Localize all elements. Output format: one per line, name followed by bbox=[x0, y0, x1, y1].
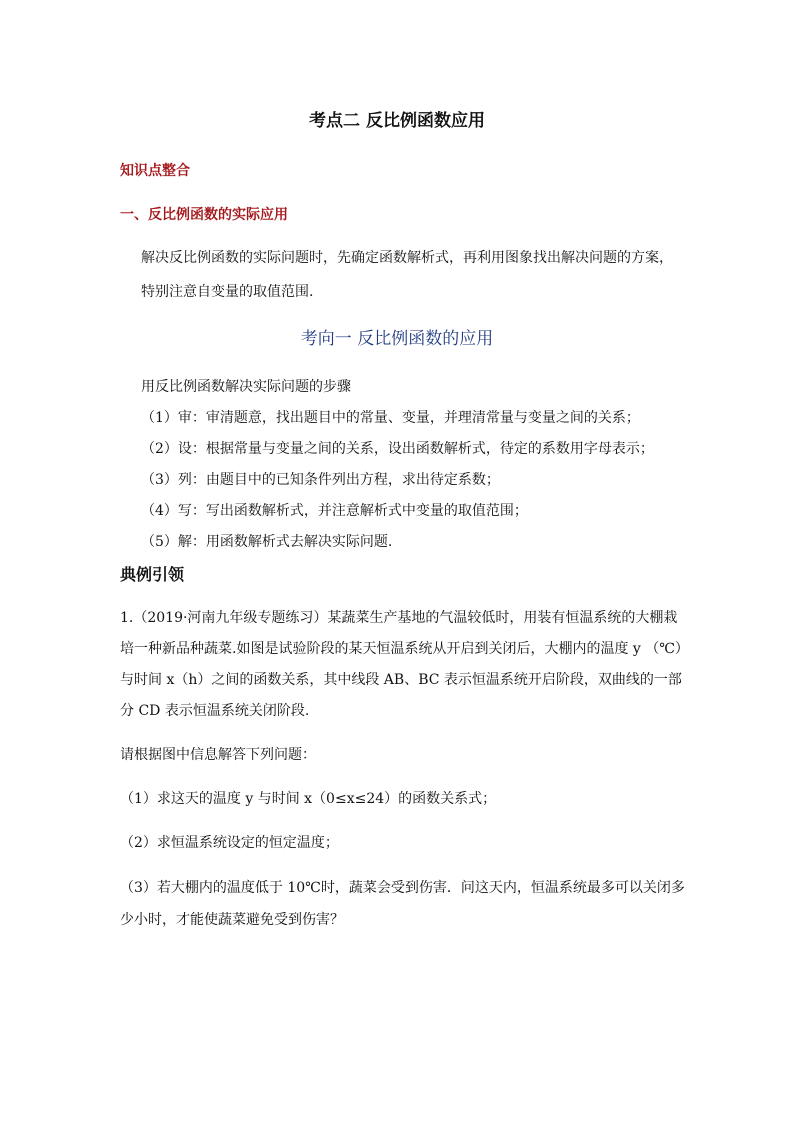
page-title: 考点二 反比例函数应用 bbox=[309, 111, 485, 131]
step-item: （3）列：由题目中的已知条件列出方程，求出待定系数； bbox=[141, 472, 500, 488]
step-item: （4）写：写出函数解析式，并注意解析式中变量的取值范围； bbox=[141, 503, 528, 519]
problem-line: 与时间 x（h）之间的函数关系，其中线段 AB、BC 表示恒温系统开启阶段，双曲线的一部 bbox=[120, 672, 682, 688]
example-heading: 典例引领 bbox=[120, 565, 185, 584]
direction-title: 考向一 反比例函数的应用 bbox=[300, 329, 494, 349]
question-item: （3）若大棚内的温度低于 10℃时，蔬菜会受到伤害．问这天内，恒温系统最多可以关闭多 bbox=[120, 880, 685, 896]
intro-line-2: 特别注意自变量的取值范围. bbox=[141, 284, 314, 300]
question-item: （2）求恒温系统设定的恒定温度； bbox=[120, 835, 339, 851]
question-item: 少小时，才能使蔬菜避免受到伤害？ bbox=[120, 912, 344, 928]
step-item: （1）审：审清题意，找出题目中的常量、变量，并理清常量与变量之间的关系； bbox=[141, 410, 640, 426]
problem-line: 1.（2019·河南九年级专题练习）某蔬菜生产基地的气温较低时，用装有恒温系统的大棚栽 bbox=[120, 610, 678, 626]
problem-line: 培一种新品种蔬菜.如图是试验阶段的某天恒温系统从开启到关闭后，大棚内的温度 y （℃） bbox=[120, 641, 689, 657]
section-label: 知识点整合 bbox=[120, 163, 190, 179]
intro-line-1: 解决反比例函数的实际问题时，先确定函数解析式，再利用图象找出解决问题的方案， bbox=[141, 250, 673, 266]
steps-heading: 用反比例函数解决实际问题的步骤 bbox=[141, 379, 351, 395]
step-item: （5）解：用函数解析式去解决实际问题. bbox=[141, 534, 393, 550]
question-prompt: 请根据图中信息解答下列问题： bbox=[120, 747, 316, 763]
subsection-title: 一、反比例函数的实际应用 bbox=[120, 207, 288, 223]
problem-line: 分 CD 表示恒温系统关闭阶段. bbox=[120, 703, 310, 719]
question-item: （1）求这天的温度 y 与时间 x（0≤x≤24）的函数关系式； bbox=[120, 791, 497, 807]
step-item: （2）设：根据常量与变量之间的关系，设出函数解析式，待定的系数用字母表示； bbox=[141, 441, 654, 457]
